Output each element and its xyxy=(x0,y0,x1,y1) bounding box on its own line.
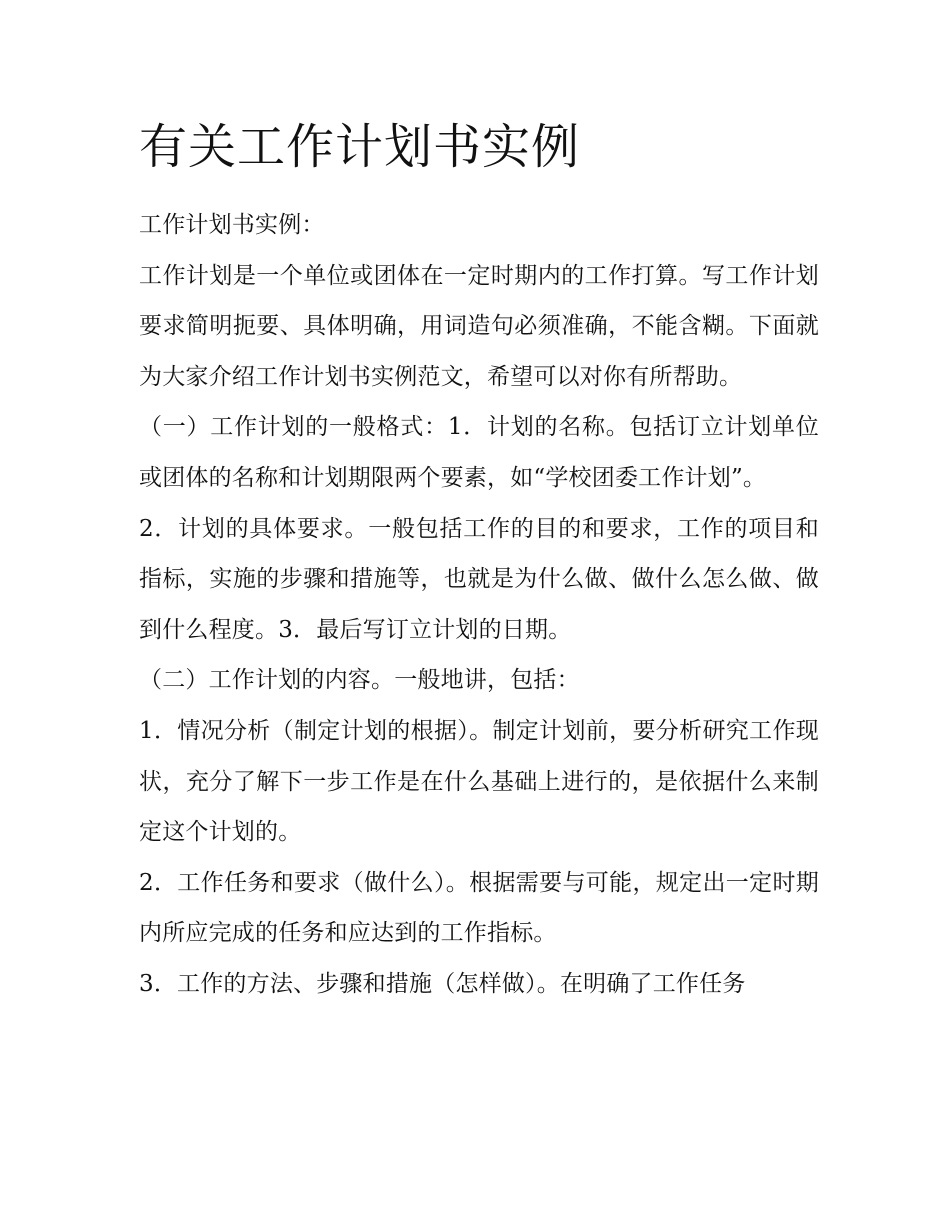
paragraph: （一）工作计划的一般格式：1．计划的名称。包括订立计划单位或团体的名称和计划期限两个要素，如“学校团委工作计划”。 xyxy=(139,414,819,491)
paragraph: （二）工作计划的内容。一般地讲，包括： xyxy=(139,667,580,694)
paragraph: 3．工作的方法、步骤和措施（怎样做）。在明确了工作任务 xyxy=(139,970,746,997)
paragraph: 2．工作任务和要求（做什么）。根据需要与可能，规定出一定时期内所应完成的任务和应达到的工作指标。 xyxy=(139,869,819,947)
paragraph: 1．情况分析（制定计划的根据）。制定计划前，要分析研究工作现状，充分了解下一步工作是在什么基础上进行的，是依据什么来制定这个计划的。 xyxy=(139,717,819,846)
paragraph: 工作计划书实例： xyxy=(139,212,325,238)
document-title: 有关工作计划书实例 xyxy=(139,119,581,175)
document-body xyxy=(139,200,819,1010)
paragraph: 2．计划的具体要求。一般包括工作的目的和要求，工作的项目和指标，实施的步骤和措施等，也就是为什么做、做什么怎么做、做到什么程度。3．最后写订立计划的日期。 xyxy=(139,515,819,643)
paragraph: 工作计划是一个单位或团体在一定时期内的工作打算。写工作计划要求简明扼要、具体明确，用词造句必须准确，不能含糊。下面就为大家介绍工作计划书实例范文，希望可以对你有所帮助。 xyxy=(139,262,819,390)
